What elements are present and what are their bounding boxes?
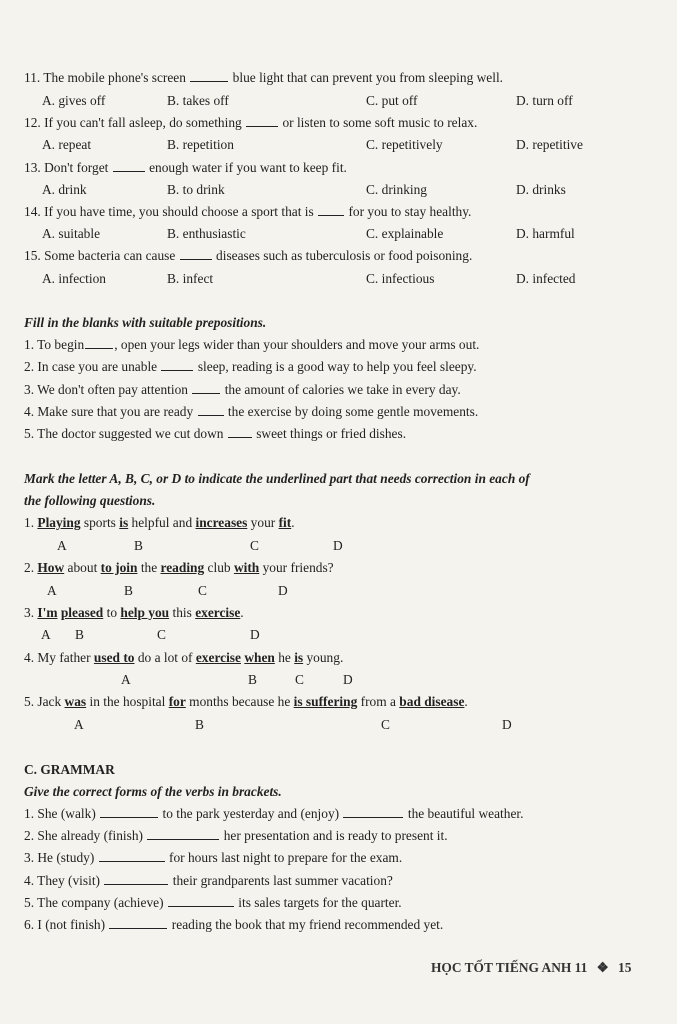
mc-question-13: 13. Don't forget enough water if you want to keep fit.	[24, 160, 347, 175]
answer-blank[interactable]	[109, 917, 167, 929]
mc-option[interactable]: B. takes off	[167, 93, 229, 108]
letter-c: C	[157, 627, 166, 642]
prep-question-5: 5. The doctor suggested we cut down sweet things or fried dishes.	[24, 426, 407, 441]
letter-c: C	[250, 538, 259, 553]
mc-option[interactable]: D. infected	[516, 271, 576, 286]
letter-c: C	[381, 717, 390, 732]
grammar-question-5: 5. The company (achieve) its sales targets for the quarter.	[24, 895, 402, 910]
letter-b: B	[248, 672, 257, 687]
letter-a: A	[47, 583, 57, 598]
answer-blank[interactable]	[343, 806, 403, 818]
letter-a: A	[41, 627, 51, 642]
error-question-2: 2. How about to join the reading club with your friends?	[24, 560, 334, 575]
page-footer	[431, 960, 631, 976]
error-question-4: 4. My father used to do a lot of exercise when he is young.	[24, 650, 344, 665]
letter-c: C	[198, 583, 207, 598]
grammar-question-6: 6. I (not finish) reading the book that my friend recommended yet.	[24, 917, 444, 932]
underlined-option-b[interactable]: pleased	[60, 605, 104, 620]
page-number: 15	[618, 960, 632, 975]
mc-option[interactable]: B. repetition	[167, 137, 234, 152]
mc-option[interactable]: A. repeat	[42, 137, 92, 152]
answer-blank[interactable]	[246, 115, 278, 127]
letter-a: A	[74, 717, 84, 732]
mc-option[interactable]: A. suitable	[42, 226, 101, 241]
book-title: HỌC TỐT TIẾNG ANH 11	[431, 960, 588, 975]
letter-d: D	[343, 672, 353, 687]
mc-option[interactable]: C. explainable	[366, 226, 444, 241]
error-header-line1: Mark the letter A, B, C, or D to indicate the underlined part that needs correction in each of	[24, 471, 530, 486]
letter-a: A	[121, 672, 131, 687]
answer-blank[interactable]	[192, 382, 220, 394]
underlined-option-a[interactable]: used to	[93, 650, 135, 665]
letter-d: D	[250, 627, 260, 642]
mc-question-12: 12. If you can't fall asleep, do something or listen to some soft music to relax.	[24, 115, 478, 130]
grammar-section-title: C. GRAMMAR	[24, 762, 115, 777]
mc-question-15: 15. Some bacteria can cause diseases such as tuberculosis or food poisoning.	[24, 248, 473, 263]
letter-b: B	[134, 538, 143, 553]
error-question-5: 5. Jack was in the hospital for months because he is suffering from a bad disease.	[24, 694, 468, 709]
underlined-option-d[interactable]: with	[233, 560, 260, 575]
underlined-option-d[interactable]: fit	[278, 515, 292, 530]
letter-d: D	[502, 717, 512, 732]
answer-blank[interactable]	[147, 828, 219, 840]
error-header-line2: the following questions.	[24, 493, 156, 508]
separator-icon: ❖	[596, 960, 609, 975]
mc-option[interactable]: D. repetitive	[516, 137, 583, 152]
mc-option[interactable]: D. drinks	[516, 182, 566, 197]
mc-option[interactable]: B. infect	[167, 271, 214, 286]
grammar-header: Give the correct forms of the verbs in brackets.	[24, 784, 282, 799]
mc-option[interactable]: A. infection	[42, 271, 106, 286]
underlined-option-b[interactable]: exercise	[195, 650, 241, 665]
grammar-question-4: 4. They (visit) their grandparents last summer vacation?	[24, 873, 393, 888]
letter-d: D	[333, 538, 343, 553]
mc-option[interactable]: C. put off	[366, 93, 418, 108]
prep-question-3: 3. We don't often pay attention the amount of calories we take in every day.	[24, 382, 461, 397]
answer-blank[interactable]	[113, 160, 145, 172]
mc-option[interactable]: C. repetitively	[366, 137, 443, 152]
underlined-option-c[interactable]: is suffering	[293, 694, 358, 709]
prep-question-1: 1. To begin , open your legs wider than your shoulders and move your arms out.	[24, 337, 480, 352]
letter-b: B	[195, 717, 204, 732]
underlined-option-d[interactable]: exercise	[195, 605, 241, 620]
grammar-question-1: 1. She (walk) to the park yesterday and (enjoy) the beautiful weather.	[24, 806, 524, 821]
underlined-option-a[interactable]: Playing	[37, 515, 81, 530]
underlined-option-c[interactable]: increases	[195, 515, 248, 530]
answer-blank[interactable]	[100, 806, 158, 818]
mc-option[interactable]: A. drink	[42, 182, 87, 197]
answer-blank[interactable]	[228, 426, 252, 438]
answer-blank[interactable]	[198, 404, 224, 416]
answer-blank[interactable]	[180, 248, 212, 260]
mc-option[interactable]: A. gives off	[42, 93, 106, 108]
answer-blank[interactable]	[99, 850, 165, 862]
grammar-question-3: 3. He (study) for hours last night to prepare for the exam.	[24, 850, 403, 865]
underlined-option-a[interactable]: was	[64, 694, 87, 709]
prepositions-header: Fill in the blanks with suitable prepositions.	[24, 315, 267, 330]
answer-blank[interactable]	[104, 873, 168, 885]
mc-option[interactable]: B. to drink	[167, 182, 225, 197]
underlined-option-d[interactable]: bad disease	[399, 694, 465, 709]
underlined-option-b[interactable]: to join	[100, 560, 138, 575]
mc-option[interactable]: D. turn off	[516, 93, 573, 108]
error-question-3: 3. I'm pleased to help you this exercise.	[24, 605, 244, 620]
error-question-1: 1. Playing sports is helpful and increases your fit.	[24, 515, 295, 530]
answer-blank[interactable]	[190, 70, 228, 82]
underlined-option-b[interactable]: for	[168, 694, 186, 709]
answer-blank[interactable]	[318, 204, 344, 216]
mc-option[interactable]: D. harmful	[516, 226, 575, 241]
underlined-option-a[interactable]: How	[37, 560, 65, 575]
underlined-option-a[interactable]: I'm	[37, 605, 58, 620]
grammar-question-2: 2. She already (finish) her presentation and is ready to present it.	[24, 828, 448, 843]
mc-question-14: 14. If you have time, you should choose a sport that is for you to stay healthy.	[24, 204, 472, 219]
answer-blank[interactable]	[168, 895, 234, 907]
letter-a: A	[57, 538, 67, 553]
answer-blank[interactable]	[85, 337, 113, 349]
mc-option[interactable]: C. infectious	[366, 271, 435, 286]
underlined-option-c[interactable]: reading	[160, 560, 205, 575]
mc-question-11: 11. The mobile phone's screen blue light that can prevent you from sleeping well.	[24, 70, 504, 85]
underlined-option-c[interactable]: help you	[120, 605, 170, 620]
answer-blank[interactable]	[161, 359, 193, 371]
mc-option[interactable]: B. enthusiastic	[167, 226, 246, 241]
underlined-option-c[interactable]: when	[244, 650, 275, 665]
prep-question-2: 2. In case you are unable sleep, reading is a good way to help you feel sleepy.	[24, 359, 477, 374]
prep-question-4: 4. Make sure that you are ready the exercise by doing some gentle movements.	[24, 404, 479, 419]
mc-option[interactable]: C. drinking	[366, 182, 428, 197]
letter-b: B	[124, 583, 133, 598]
underlined-option-b[interactable]: is	[119, 515, 129, 530]
letter-c: C	[295, 672, 304, 687]
letter-b: B	[75, 627, 84, 642]
underlined-option-d[interactable]: is	[294, 650, 304, 665]
letter-d: D	[278, 583, 288, 598]
